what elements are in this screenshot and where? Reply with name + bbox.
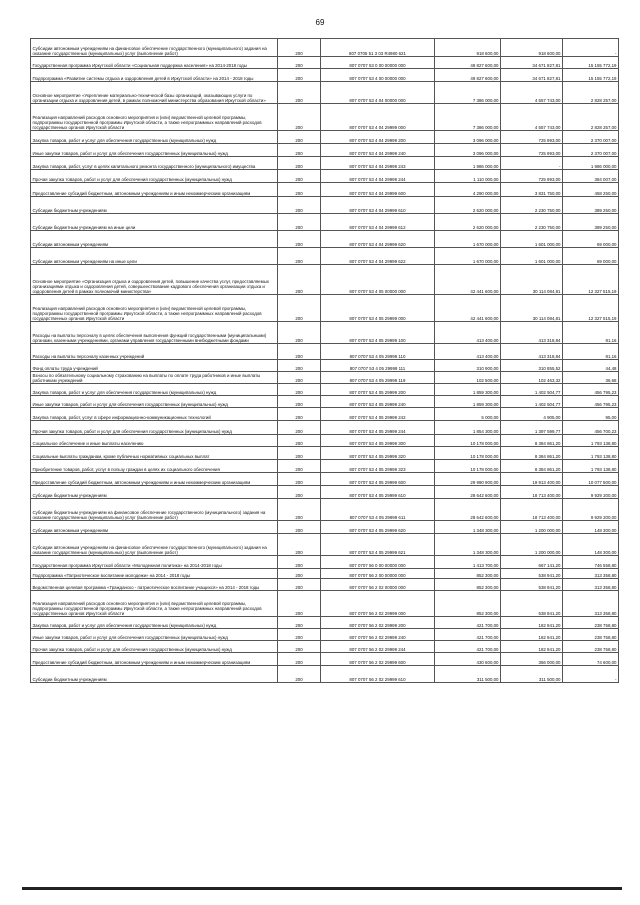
row-classification-code-cell: 807 0707 53 4 04 29999 610 (321, 197, 435, 214)
row-classification-code-cell: 807 0707 53 4 05 29999 300 (321, 435, 435, 447)
row-unexecuted-amount-cell: 15 155 772,19 (563, 69, 619, 82)
row-classification-code-cell: 807 0707 53 4 04 29999 244 (321, 170, 435, 183)
row-unexecuted-amount-cell: 95,00 (563, 408, 619, 421)
row-name-cell: Подпрограмма «Патриотическое воспитание молодежи» на 2014 - 2018 годы (31, 569, 278, 579)
row-code-cell: 200 (278, 617, 321, 629)
row-unexecuted-amount-cell: 458 250,00 (563, 183, 619, 197)
row-approved-amount-cell: 1 413 700,00 (435, 556, 501, 569)
row-classification-code-cell: 807 0707 53 4 04 29999 612 (321, 214, 435, 231)
row-approved-amount-cell: 49 827 600,00 (435, 69, 501, 82)
table-row (31, 617, 619, 629)
table-row (31, 183, 619, 197)
row-unexecuted-amount-cell: 148 300,00 (563, 534, 619, 556)
row-classification-code-cell: 807 0707 53 4 04 29999 620 (321, 231, 435, 248)
row-unexecuted-amount-cell: 456 795,23 (563, 396, 619, 408)
row-approved-amount-cell: 413 400,00 (435, 322, 501, 344)
row-approved-amount-cell: 1 854 300,00 (435, 421, 501, 435)
row-unexecuted-amount-cell: 238 758,80 (563, 641, 619, 653)
row-code-cell: 200 (278, 629, 321, 641)
row-approved-amount-cell: 430 600,00 (435, 653, 501, 666)
row-code-cell: 200 (278, 57, 321, 69)
row-code-cell: 200 (278, 170, 321, 183)
table-row (31, 629, 619, 641)
row-unexecuted-amount-cell: 456 700,23 (563, 421, 619, 435)
row-classification-code-cell: 807 0707 53 4 04 29999 600 (321, 183, 435, 197)
row-approved-amount-cell: 3 096 000,00 (435, 131, 501, 144)
row-code-cell: 200 (278, 248, 321, 265)
row-approved-amount-cell: 421 700,00 (435, 629, 501, 641)
table-row (31, 521, 619, 534)
row-executed-amount-cell: 538 941,20 (501, 569, 563, 579)
row-unexecuted-amount-cell: 9 929 200,00 (563, 486, 619, 499)
row-code-cell: 200 (278, 579, 321, 591)
row-code-cell: 200 (278, 556, 321, 569)
table-row (31, 39, 619, 57)
table-row (31, 384, 619, 396)
row-executed-amount-cell: 918 600,00 (501, 39, 563, 57)
row-classification-code-cell: 807 0707 53 4 05 29999 610 (321, 486, 435, 499)
row-approved-amount-cell: 1 859 300,00 (435, 384, 501, 396)
row-name-cell: Реализация направлений расходов основного мероприятия и (или) ведомственной целевой программы, подпрограммы государственной программы Иркутской области, а также непрограммных направлений расходов государственных органов Иркутской области (31, 591, 278, 617)
row-name-cell: Иные закупки товаров, работ и услуг для обеспечения государственных (муниципальных) нужд (31, 629, 278, 641)
table-row (31, 499, 619, 521)
row-classification-code-cell: 807 0707 56 2 02 29999 240 (321, 629, 435, 641)
table-row (31, 569, 619, 579)
row-executed-amount-cell: - (501, 157, 563, 170)
row-classification-code-cell: 807 0707 53 4 05 29999 611 (321, 499, 435, 521)
row-unexecuted-amount-cell: 12 327 515,19 (563, 295, 619, 322)
row-approved-amount-cell: 918 600,00 (435, 39, 501, 57)
row-name-cell: Реализация направлений расходов основного мероприятия и (или) ведомственной целевой программы, подпрограммы государственной программы Иркутской области, а также непрограммных направлений расходов государственных органов Иркутской области (31, 295, 278, 322)
row-unexecuted-amount-cell: 1 793 138,80 (563, 447, 619, 460)
row-code-cell: 200 (278, 408, 321, 421)
table-row (31, 104, 619, 131)
row-name-cell: Прочая закупка товаров, работ и услуг для обеспечения государственных (муниципальных) нужд (31, 421, 278, 435)
row-code-cell: 200 (278, 421, 321, 435)
row-classification-code-cell: 807 0707 53 4 04 00000 000 (321, 82, 435, 104)
row-unexecuted-amount-cell: - (563, 666, 619, 683)
row-name-cell: Иные закупки товаров, работ и услуг для обеспечения государственных (муниципальных) нужд (31, 144, 278, 157)
row-classification-code-cell: 807 0707 56 2 02 29999 200 (321, 617, 435, 629)
row-approved-amount-cell: 2 620 000,00 (435, 214, 501, 231)
row-unexecuted-amount-cell: 313 358,80 (563, 569, 619, 579)
row-code-cell: 200 (278, 104, 321, 131)
row-executed-amount-cell: 311 500,00 (501, 666, 563, 683)
row-name-cell: Социальные выплаты гражданам, кроме публичных нормативных социальных выплат (31, 447, 278, 460)
table-row (31, 486, 619, 499)
row-classification-code-cell: 807 0707 53 4 05 29999 600 (321, 473, 435, 486)
row-name-cell: Приобретение товаров, работ, услуг в пользу граждан в целях их социального обеспечения (31, 460, 278, 473)
row-classification-code-cell: 807 0707 53 4 00 00000 000 (321, 69, 435, 82)
row-approved-amount-cell: 413 400,00 (435, 344, 501, 360)
row-classification-code-cell: 807 0707 53 4 05 29999 100 (321, 322, 435, 344)
row-name-cell: Расходы на выплаты персоналу казенных учреждений (31, 344, 278, 360)
row-executed-amount-cell: 102 463,32 (501, 372, 563, 384)
row-executed-amount-cell: 1 402 504,77 (501, 396, 563, 408)
row-approved-amount-cell: 421 700,00 (435, 641, 501, 653)
row-classification-code-cell: 807 0707 56 2 02 29999 244 (321, 641, 435, 653)
table-row (31, 653, 619, 666)
row-executed-amount-cell: 1 601 000,00 (501, 231, 563, 248)
row-executed-amount-cell: 1 402 504,77 (501, 384, 563, 396)
row-code-cell: 200 (278, 214, 321, 231)
row-approved-amount-cell: 7 386 000,00 (435, 82, 501, 104)
row-name-cell: Закупка товаров, работ, услуг в сфере информационно-коммуникационных технологий (31, 408, 278, 421)
table-row (31, 231, 619, 248)
row-executed-amount-cell: 1 601 000,00 (501, 248, 563, 265)
row-code-cell: 200 (278, 521, 321, 534)
row-unexecuted-amount-cell: 2 370 007,00 (563, 131, 619, 144)
row-executed-amount-cell: 667 141,20 (501, 556, 563, 569)
row-classification-code-cell: 807 0707 53 4 05 29999 242 (321, 408, 435, 421)
row-unexecuted-amount-cell: 238 758,80 (563, 617, 619, 629)
row-code-cell: 200 (278, 396, 321, 408)
row-classification-code-cell: 807 0707 53 4 04 29999 000 (321, 104, 435, 131)
row-executed-amount-cell: 182 941,20 (501, 617, 563, 629)
row-name-cell: Расходы на выплаты персоналу в целях обеспечения выполнения функций государственными (муниципальными) органами, казенными учреждениями, органами управления государственными внебюджетными фондами (31, 322, 278, 344)
row-unexecuted-amount-cell: 148 300,00 (563, 521, 619, 534)
row-classification-code-cell: 807 0707 56 2 02 29999 610 (321, 666, 435, 683)
row-name-cell: Закупка товаров, работ, услуг в целях капитального ремонта государственного (муниципального) имущества (31, 157, 278, 170)
row-approved-amount-cell: 1 348 300,00 (435, 521, 501, 534)
row-approved-amount-cell: 1 110 000,00 (435, 170, 501, 183)
row-executed-amount-cell: 725 993,00 (501, 170, 563, 183)
row-executed-amount-cell: 538 941,20 (501, 591, 563, 617)
row-executed-amount-cell: 30 114 084,81 (501, 265, 563, 295)
row-code-cell: 200 (278, 144, 321, 157)
row-approved-amount-cell: 1 348 300,00 (435, 534, 501, 556)
row-name-cell: Основное мероприятие «Организация отдыха и оздоровления детей, повышение качества услуг, предоставляемых организациями отдыха и оздоровления детей, совершенствование кадрового обеспечения организации отдыха и оздоровления детей в рамках полномочий министерства» (31, 265, 278, 295)
table-row (31, 396, 619, 408)
row-approved-amount-cell: 4 290 000,00 (435, 183, 501, 197)
row-executed-amount-cell: 19 913 400,00 (501, 473, 563, 486)
row-name-cell: Прочая закупка товаров, работ и услуг для обеспечения государственных (муниципальных) нужд (31, 641, 278, 653)
row-executed-amount-cell: 3 831 750,00 (501, 183, 563, 197)
table-row (31, 214, 619, 231)
row-classification-code-cell: 807 0707 53 4 05 29999 111 (321, 360, 435, 372)
row-name-cell: Субсидии автономным учреждениям на финансовое обеспечение государственного (муниципального) задания на оказание государственных (муниципальных) услуг (выполнение работ) (31, 39, 278, 57)
table-row (31, 248, 619, 265)
row-unexecuted-amount-cell: - (563, 39, 619, 57)
row-approved-amount-cell: 10 178 000,00 (435, 447, 501, 460)
row-approved-amount-cell: 10 178 000,00 (435, 460, 501, 473)
table-row (31, 157, 619, 170)
row-code-cell: 200 (278, 591, 321, 617)
row-approved-amount-cell: 310 900,00 (435, 360, 501, 372)
row-executed-amount-cell: 2 230 750,00 (501, 214, 563, 231)
row-name-cell: Субсидии бюджетным учреждениям на иные цели (31, 214, 278, 231)
row-code-cell: 200 (278, 157, 321, 170)
row-classification-code-cell: 807 0707 53 4 05 29999 240 (321, 396, 435, 408)
row-executed-amount-cell: 4 557 743,00 (501, 82, 563, 104)
row-code-cell: 200 (278, 653, 321, 666)
row-name-cell: Реализация направлений расходов основного мероприятия и (или) ведомственной целевой программы, подпрограммы государственной программы Иркутской области, а также непрограммных направлений расходов государственных органов Иркутской области (31, 104, 278, 131)
row-classification-code-cell: 807 0707 56 0 00 00000 000 (321, 556, 435, 569)
row-executed-amount-cell: 34 671 827,81 (501, 57, 563, 69)
row-unexecuted-amount-cell: 2 370 007,00 (563, 144, 619, 157)
row-approved-amount-cell: 102 500,00 (435, 372, 501, 384)
row-executed-amount-cell: 413 318,84 (501, 322, 563, 344)
row-executed-amount-cell: 30 114 084,81 (501, 295, 563, 322)
row-unexecuted-amount-cell: 313 358,80 (563, 579, 619, 591)
row-name-cell: Социальное обеспечение и иные выплаты населению (31, 435, 278, 447)
page-number: 69 (315, 18, 325, 27)
row-classification-code-cell: 807 0707 53 4 05 29999 244 (321, 421, 435, 435)
row-code-cell: 200 (278, 666, 321, 683)
row-approved-amount-cell: 3 096 000,00 (435, 144, 501, 157)
row-name-cell: Субсидии автономным учреждениям (31, 521, 278, 534)
row-name-cell: Взносы по обязательному социальному страхованию на выплаты по оплате труда работников и иные выплаты работникам учреждений (31, 372, 278, 384)
row-code-cell: 200 (278, 344, 321, 360)
row-code-cell: 200 (278, 39, 321, 57)
row-name-cell: Ведомственная целевая программа «Гражданско - патриотическое воспитание учащихся» на 2014 - 2018 годы (31, 579, 278, 591)
row-executed-amount-cell: 4 557 743,00 (501, 104, 563, 131)
row-unexecuted-amount-cell: 36,68 (563, 372, 619, 384)
table-row (31, 57, 619, 69)
row-name-cell: Прочая закупка товаров, работ и услуг для обеспечения государственных (муниципальных) нужд (31, 170, 278, 183)
row-approved-amount-cell: 1 859 300,00 (435, 396, 501, 408)
row-unexecuted-amount-cell: 313 358,80 (563, 591, 619, 617)
table-row (31, 435, 619, 447)
row-name-cell: Субсидии бюджетным учреждениям на финансовое обеспечение государственного (муниципального) задания на оказание государственных (муниципальных) услуг (выполнение работ) (31, 499, 278, 521)
row-classification-code-cell: 807 0707 53 4 05 29999 620 (321, 521, 435, 534)
row-approved-amount-cell: 29 990 900,00 (435, 473, 501, 486)
row-unexecuted-amount-cell: 81,16 (563, 344, 619, 360)
row-code-cell: 200 (278, 372, 321, 384)
row-executed-amount-cell: 8 384 861,20 (501, 435, 563, 447)
row-unexecuted-amount-cell: 456 795,23 (563, 384, 619, 396)
row-name-cell: Основное мероприятие «Укрепление материально-технической базы организаций, оказывающих услуги по организации отдыха и оздоровления детей, в рамках полномочий министерства образования Иркутской области» (31, 82, 278, 104)
row-unexecuted-amount-cell: 1 793 138,80 (563, 435, 619, 447)
row-unexecuted-amount-cell: 2 828 257,00 (563, 104, 619, 131)
row-executed-amount-cell: 182 941,20 (501, 629, 563, 641)
row-code-cell: 200 (278, 435, 321, 447)
row-code-cell: 200 (278, 322, 321, 344)
row-classification-code-cell: 807 0707 53 4 05 29999 200 (321, 384, 435, 396)
row-executed-amount-cell: 4 905,00 (501, 408, 563, 421)
row-classification-code-cell: 807 0707 56 2 02 00000 000 (321, 579, 435, 591)
row-executed-amount-cell: 538 941,20 (501, 579, 563, 591)
table-row (31, 556, 619, 569)
row-name-cell: Государственная программа Иркутской области «Социальная поддержка населения» на 2014-2018 годы (31, 57, 278, 69)
row-classification-code-cell: 807 0707 53 4 04 29999 240 (321, 144, 435, 157)
row-unexecuted-amount-cell: 1 793 138,80 (563, 460, 619, 473)
row-classification-code-cell: 807 0707 53 4 04 29999 622 (321, 248, 435, 265)
row-approved-amount-cell: 2 620 000,00 (435, 197, 501, 214)
row-name-cell: Субсидии автономным учреждениям (31, 231, 278, 248)
table-row (31, 421, 619, 435)
row-unexecuted-amount-cell: 746 558,80 (563, 556, 619, 569)
row-approved-amount-cell: 28 642 600,00 (435, 486, 501, 499)
row-executed-amount-cell: 34 671 827,81 (501, 69, 563, 82)
row-executed-amount-cell: 310 855,52 (501, 360, 563, 372)
row-executed-amount-cell: 413 318,84 (501, 344, 563, 360)
row-code-cell: 200 (278, 265, 321, 295)
row-name-cell: Закупка товаров, работ и услуг для обеспечения государственных (муниципальных) нужд (31, 384, 278, 396)
table-row (31, 170, 619, 183)
table-row (31, 473, 619, 486)
row-classification-code-cell: 807 0707 56 2 00 00000 000 (321, 569, 435, 579)
row-name-cell: Предоставление субсидий бюджетным, автономным учреждениям и иным некоммерческим организациям (31, 473, 278, 486)
table-row (31, 131, 619, 144)
row-code-cell: 200 (278, 131, 321, 144)
row-name-cell: Подпрограмма «Развитие системы отдыха и оздоровления детей в Иркутской области» на 2014 - 2018 годы (31, 69, 278, 82)
table-row (31, 666, 619, 683)
row-unexecuted-amount-cell: 10 077 500,00 (563, 473, 619, 486)
row-approved-amount-cell: 421 700,00 (435, 617, 501, 629)
row-executed-amount-cell: 356 000,00 (501, 653, 563, 666)
table-row (31, 197, 619, 214)
row-name-cell: Субсидии автономным учреждениям на финансовое обеспечение государственного (муниципального) задания на оказание государственных (муниципальных) услуг (выполнение работ) (31, 534, 278, 556)
row-approved-amount-cell: 28 642 600,00 (435, 499, 501, 521)
row-approved-amount-cell: 1 670 000,00 (435, 231, 501, 248)
budget-execution-table (30, 38, 619, 683)
row-approved-amount-cell: 852 300,00 (435, 579, 501, 591)
row-code-cell: 200 (278, 197, 321, 214)
row-classification-code-cell: 807 0707 53 4 05 29999 110 (321, 344, 435, 360)
row-executed-amount-cell: 8 384 861,20 (501, 460, 563, 473)
table-row (31, 69, 619, 82)
row-executed-amount-cell: 18 713 400,00 (501, 499, 563, 521)
row-executed-amount-cell: 2 230 750,00 (501, 197, 563, 214)
table-row (31, 360, 619, 372)
row-name-cell: Субсидии автономным учреждениям на иные цели (31, 248, 278, 265)
table-row (31, 344, 619, 360)
table-row (31, 447, 619, 460)
row-code-cell: 200 (278, 641, 321, 653)
row-name-cell: Субсидии бюджетным учреждениям (31, 486, 278, 499)
row-executed-amount-cell: 1 200 000,00 (501, 534, 563, 556)
row-code-cell: 200 (278, 231, 321, 248)
table-row (31, 144, 619, 157)
table-row (31, 641, 619, 653)
row-code-cell: 200 (278, 499, 321, 521)
row-code-cell: 200 (278, 569, 321, 579)
row-code-cell: 200 (278, 183, 321, 197)
row-approved-amount-cell: 852 300,00 (435, 569, 501, 579)
row-code-cell: 200 (278, 534, 321, 556)
row-unexecuted-amount-cell: 384 007,00 (563, 170, 619, 183)
row-name-cell: Предоставление субсидий бюджетным, автономным учреждениям и иным некоммерческим организациям (31, 183, 278, 197)
row-classification-code-cell: 807 0705 51 3 03 R4980 621 (321, 39, 435, 57)
table-row (31, 372, 619, 384)
row-name-cell: Закупка товаров, работ и услуг для обеспечения государственных (муниципальных) нужд (31, 617, 278, 629)
table-row (31, 295, 619, 322)
row-approved-amount-cell: 7 386 000,00 (435, 104, 501, 131)
table-row (31, 82, 619, 104)
row-approved-amount-cell: 42 441 600,00 (435, 265, 501, 295)
row-code-cell: 200 (278, 473, 321, 486)
row-approved-amount-cell: 1 986 000,00 (435, 157, 501, 170)
row-unexecuted-amount-cell: 15 155 772,19 (563, 57, 619, 69)
row-code-cell: 200 (278, 69, 321, 82)
row-executed-amount-cell: 8 384 861,20 (501, 447, 563, 460)
row-name-cell: Субсидии бюджетным учреждениям (31, 197, 278, 214)
row-code-cell: 200 (278, 82, 321, 104)
row-code-cell: 200 (278, 295, 321, 322)
row-executed-amount-cell: 1 200 000,00 (501, 521, 563, 534)
table-row (31, 408, 619, 421)
row-classification-code-cell: 807 0707 53 4 04 29999 200 (321, 131, 435, 144)
page-bottom-rule (22, 887, 622, 890)
row-unexecuted-amount-cell: 69 000,00 (563, 231, 619, 248)
row-unexecuted-amount-cell: 389 250,00 (563, 197, 619, 214)
row-code-cell: 200 (278, 486, 321, 499)
row-name-cell: Государственная программа Иркутской области «Молодежная политика» на 2014-2018 годы (31, 556, 278, 569)
row-classification-code-cell: 807 0707 53 4 05 29999 000 (321, 295, 435, 322)
row-classification-code-cell: 807 0707 53 4 05 29999 621 (321, 534, 435, 556)
table-row (31, 591, 619, 617)
row-unexecuted-amount-cell: 9 929 200,00 (563, 499, 619, 521)
table-row (31, 534, 619, 556)
row-approved-amount-cell: 1 670 000,00 (435, 248, 501, 265)
row-classification-code-cell: 807 0707 53 0 00 00000 000 (321, 57, 435, 69)
row-classification-code-cell: 807 0707 56 2 02 29999 000 (321, 591, 435, 617)
row-unexecuted-amount-cell: 238 758,80 (563, 629, 619, 641)
row-approved-amount-cell: 49 827 600,00 (435, 57, 501, 69)
row-executed-amount-cell: 725 993,00 (501, 131, 563, 144)
row-approved-amount-cell: 10 178 000,00 (435, 435, 501, 447)
row-approved-amount-cell: 852 300,00 (435, 591, 501, 617)
row-unexecuted-amount-cell: 74 600,00 (563, 653, 619, 666)
row-code-cell: 200 (278, 447, 321, 460)
row-unexecuted-amount-cell: 1 986 000,00 (563, 157, 619, 170)
row-classification-code-cell: 807 0707 53 4 04 29999 243 (321, 157, 435, 170)
row-unexecuted-amount-cell: 69 000,00 (563, 248, 619, 265)
row-code-cell: 200 (278, 360, 321, 372)
row-classification-code-cell: 807 0707 56 2 02 29999 600 (321, 653, 435, 666)
row-unexecuted-amount-cell: 44,48 (563, 360, 619, 372)
row-code-cell: 200 (278, 460, 321, 473)
row-executed-amount-cell: 182 941,20 (501, 641, 563, 653)
row-unexecuted-amount-cell: 389 250,00 (563, 214, 619, 231)
row-executed-amount-cell: 18 713 400,00 (501, 486, 563, 499)
row-unexecuted-amount-cell: 2 828 257,00 (563, 82, 619, 104)
table-row (31, 265, 619, 295)
table-row (31, 579, 619, 591)
table-row (31, 322, 619, 344)
table-row (31, 460, 619, 473)
row-name-cell: Фонд оплаты труда учреждений (31, 360, 278, 372)
row-classification-code-cell: 807 0707 53 4 05 29999 323 (321, 460, 435, 473)
row-name-cell: Иные закупки товаров, работ и услуг для обеспечения государственных (муниципальных) нужд (31, 396, 278, 408)
row-classification-code-cell: 807 0707 53 4 05 00000 000 (321, 265, 435, 295)
row-name-cell: Предоставление субсидий бюджетным, автономным учреждениям и иным некоммерческим организациям (31, 653, 278, 666)
row-approved-amount-cell: 311 500,00 (435, 666, 501, 683)
row-name-cell: Субсидии бюджетным учреждениям (31, 666, 278, 683)
row-executed-amount-cell: 1 397 599,77 (501, 421, 563, 435)
row-approved-amount-cell: 5 000,00 (435, 408, 501, 421)
row-code-cell: 200 (278, 384, 321, 396)
row-approved-amount-cell: 42 441 600,00 (435, 295, 501, 322)
row-executed-amount-cell: 725 993,00 (501, 144, 563, 157)
row-classification-code-cell: 807 0707 53 4 05 29999 320 (321, 447, 435, 460)
table-body (31, 39, 619, 683)
row-unexecuted-amount-cell: 81,16 (563, 322, 619, 344)
row-name-cell: Закупка товаров, работ и услуг для обеспечения государственных (муниципальных) нужд (31, 131, 278, 144)
row-unexecuted-amount-cell: 12 327 515,19 (563, 265, 619, 295)
row-classification-code-cell: 807 0707 53 4 05 29999 119 (321, 372, 435, 384)
